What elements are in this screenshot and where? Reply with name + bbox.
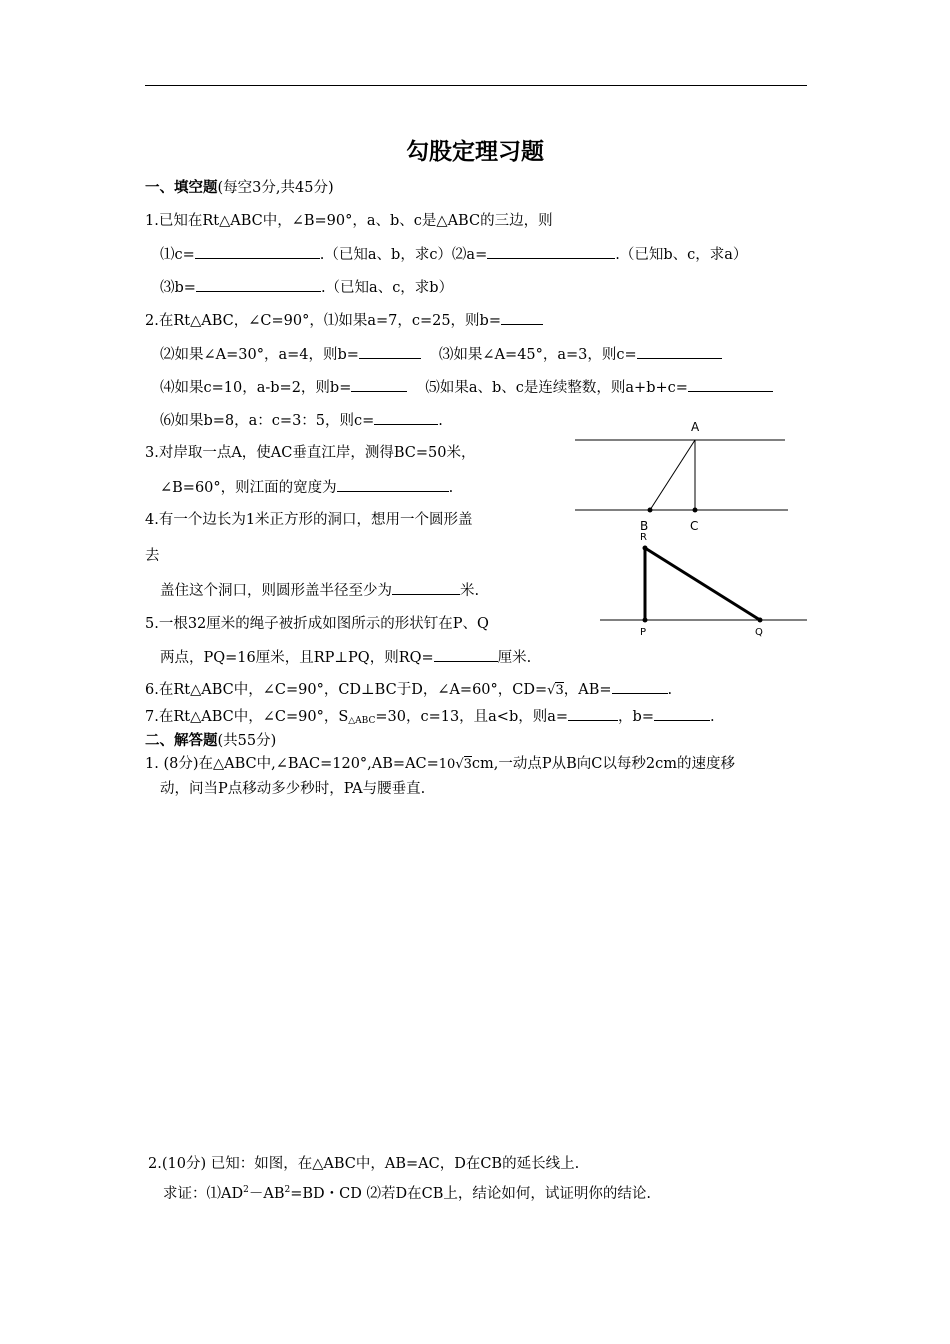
s2q2-line1: 2.(10分) 已知：如图，在△ABC中，AB=AC，D在CB的延长线上.: [148, 1156, 580, 1172]
q1-p3a: ⑶b=: [160, 280, 196, 296]
q7-a: 7.在Rt△ABC中，∠C=90°，S: [145, 709, 349, 725]
q1-stem: 1.已知在Rt△ABC中，∠B=90°，a、b、c是△ABC的三边，则: [145, 213, 553, 229]
answer-blank[interactable]: [434, 647, 498, 662]
section2-label: 二、解答题: [145, 733, 218, 749]
label-C: C: [690, 519, 699, 533]
q7-line: [145, 706, 715, 731]
q4-line1: 4.有一个边长为1米正方形的洞口，想用一个圆形盖: [145, 512, 473, 528]
segment-RQ: [645, 548, 760, 620]
q1-p3b: .（已知a、c，求b）: [320, 280, 454, 296]
q5-line1: 5.一根32厘米的绳子被折成如图所示的形状钉在P、Q: [145, 616, 489, 632]
answer-blank[interactable]: [637, 344, 722, 359]
answer-blank[interactable]: [392, 580, 460, 595]
label-Q: Q: [755, 627, 763, 638]
q2-l3b: ⑸如果a、b、c是连续整数，则a+b+c=: [425, 380, 688, 396]
q2-l1: 2.在Rt△ABC，∠C=90°，⑴如果a=7，c=25，则b=: [145, 313, 501, 329]
s2q1-l1a: 1. (8分)在△ABC中,∠BAC=120°,AB=AC=: [145, 756, 439, 772]
q7-c: ，b=: [618, 709, 654, 725]
point-P: [643, 618, 648, 623]
section1-label: 一、填空题: [145, 180, 218, 196]
page-title: 勾股定理习题: [406, 139, 544, 165]
answer-blank[interactable]: [351, 377, 407, 392]
rope-figure: [595, 528, 810, 640]
sqrt-symbol: √: [547, 683, 556, 698]
s2q2-line2: [163, 1180, 651, 1204]
q3-l2: ∠B=60°，则江面的宽度为: [160, 480, 337, 496]
q6-text: 6.在Rt△ABC中，∠C=90°，CD⊥BC于D，∠A=60°，CD=: [145, 682, 548, 698]
s2q1-line2: 动，问当P点移动多少秒时，PA与腰垂直.: [160, 781, 426, 797]
answer-blank[interactable]: [501, 310, 543, 325]
q2-line2: [160, 344, 722, 365]
q4-line2: 去: [145, 548, 160, 564]
label-A: A: [691, 420, 700, 434]
q6-end: .: [667, 682, 673, 698]
q2-l4end: .: [438, 413, 443, 429]
q2-line4: [160, 410, 443, 431]
q7-sub: △ABC: [348, 716, 376, 726]
q5-line2: [160, 647, 531, 668]
q2-line3: [160, 377, 773, 398]
answer-blank[interactable]: [195, 244, 320, 259]
section2-note: (共55分): [217, 733, 277, 749]
s2q2-l2b: －AB: [248, 1186, 285, 1202]
s2q2-sup1: 2: [243, 1185, 249, 1195]
q7-end: .: [709, 709, 715, 725]
answer-blank[interactable]: [196, 277, 321, 292]
q4-line3: [160, 580, 479, 601]
label-P: P: [640, 627, 647, 638]
answer-blank[interactable]: [654, 706, 710, 721]
header-rule: [145, 85, 807, 86]
q3-line2: [160, 477, 453, 498]
q6-line: [145, 679, 672, 701]
q6-sqrt: 3: [555, 683, 564, 698]
q2-l2a: ⑵如果∠A=30°，a=4，则b=: [160, 347, 359, 363]
q5-l2: 两点，PQ=16厘米，且RP⊥PQ，则RQ=: [160, 650, 434, 666]
q4-l3: 盖住这个洞口，则圆形盖半径至少为: [160, 583, 392, 599]
q1-p1c: .（已知b、c，求a）: [615, 247, 748, 263]
q4-l3end: 米.: [460, 583, 480, 599]
q2-l3a: ⑷如果c=10，a-b=2，则b=: [160, 380, 352, 396]
sqrt-symbol: √: [455, 757, 464, 772]
point-R: [643, 546, 648, 551]
point-C: [693, 508, 698, 513]
answer-blank[interactable]: [374, 410, 438, 425]
point-B: [648, 508, 653, 513]
q2-line1: [145, 310, 543, 331]
section1-heading: [145, 178, 334, 198]
answer-blank[interactable]: [337, 477, 449, 492]
s2q1-num: 10: [438, 757, 456, 772]
q1-part1: [160, 244, 747, 265]
q3-l2end: .: [448, 480, 454, 496]
q2-l2b: ⑶如果∠A=45°，a=3，则c=: [438, 347, 637, 363]
label-B: B: [640, 519, 649, 533]
q1-p1a: ⑴c=: [160, 247, 195, 263]
answer-blank[interactable]: [359, 344, 421, 359]
q1-p1b: .（已知a、b，求c）⑵a=: [319, 247, 488, 263]
q7-b: =30，c=13，且a<b，则a=: [375, 709, 569, 725]
s2q1-l1b: cm,一动点P从B向C以每秒2cm的速度移: [471, 756, 735, 772]
s2q1-line1: [145, 754, 735, 775]
s2q2-l2a: 求证：⑴AD: [163, 1186, 244, 1202]
label-R: R: [640, 532, 647, 543]
answer-blank[interactable]: [487, 244, 615, 259]
section2-heading: [145, 731, 276, 751]
section1-note: (每空3分,共45分): [217, 180, 334, 196]
s2q2-sup2: 2: [284, 1185, 291, 1195]
answer-blank[interactable]: [688, 377, 773, 392]
river-figure: [570, 415, 795, 537]
q1-part3: [160, 277, 453, 298]
point-Q: [758, 618, 763, 623]
q2-l4: ⑹如果b=8，a：c=3：5，则c=: [160, 413, 375, 429]
s2q1-sqrt: 3: [463, 757, 472, 772]
q5-l2end: 厘米.: [497, 650, 532, 666]
answer-blank[interactable]: [568, 706, 618, 721]
answer-blank[interactable]: [612, 679, 668, 694]
s2q2-l2c: =BD・CD ⑵若D在CB上，结论如何，试证明你的结论.: [290, 1186, 651, 1202]
q3-line1: 3.对岸取一点A，使AC垂直江岸，测得BC=50米，: [145, 445, 476, 461]
q6-text2: ，AB=: [563, 682, 612, 698]
segment-AB: [650, 440, 695, 510]
